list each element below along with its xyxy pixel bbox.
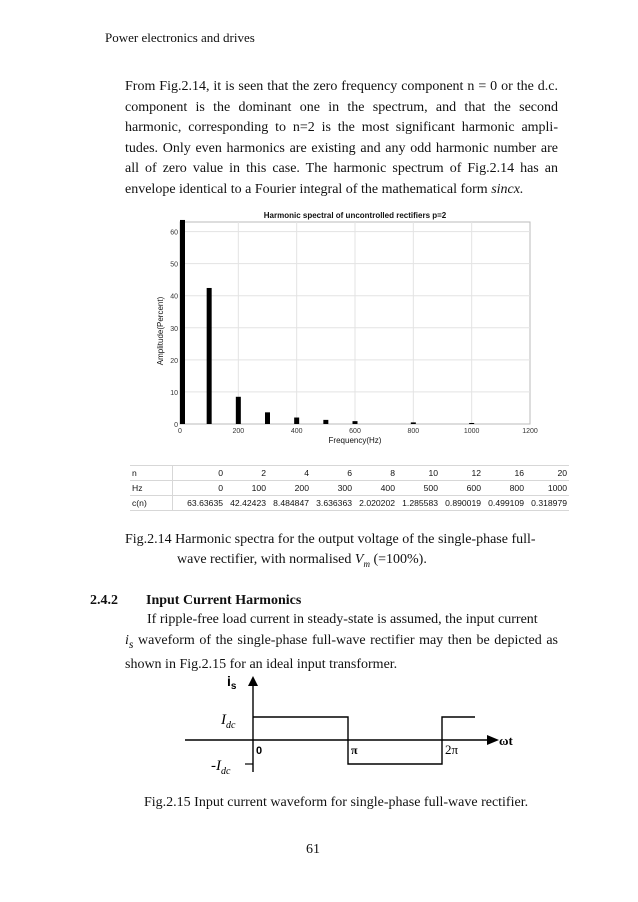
table-cell: 0.318979	[526, 496, 569, 511]
chart-bar	[294, 418, 299, 424]
y-tick-label: 20	[170, 357, 178, 365]
waveform-x-label: ωt	[499, 733, 513, 748]
chart-bar	[236, 397, 241, 424]
table-cell: 10	[397, 466, 440, 481]
x-tick-label: 600	[349, 428, 361, 435]
chart-title: Harmonic spectral of uncontrolled rectifiers p=2	[263, 211, 447, 220]
table-row	[130, 481, 569, 496]
table-cell: 0.890019	[440, 496, 483, 511]
chart-bar	[411, 422, 416, 424]
running-head: Power electronics and drives	[105, 30, 255, 45]
chart-bar	[265, 412, 270, 424]
y-tick-label: 0	[174, 422, 178, 429]
table-cell: 800	[483, 481, 526, 496]
table-cell: 0	[173, 481, 226, 496]
x-tick-label: 1000	[463, 428, 480, 435]
table-row-label: Hz	[130, 481, 173, 496]
caption-fig-2-14-line2: wave rectifier, with normalised $V_m$ (=100%).	[177, 552, 427, 569]
y-tick-label: 10	[170, 389, 178, 397]
x-tick-label: 200	[232, 428, 245, 435]
table-cell: 42.42423	[225, 496, 268, 511]
table-cell: 63.63635	[173, 496, 226, 511]
table-cell: 3.636363	[311, 496, 354, 511]
waveform-pos-level-label: $I_{dc}$	[221, 712, 236, 731]
section-heading	[90, 593, 301, 609]
section-number: 2.4.2	[90, 593, 118, 608]
table-cell: 200	[268, 481, 311, 496]
x-tick-label: 1200	[522, 428, 538, 435]
y-tick-label: 50	[170, 261, 178, 269]
x-tick-label: 400	[290, 428, 303, 435]
table-cell: 0	[173, 466, 226, 481]
table-cell: 16	[483, 466, 526, 481]
paragraph-2-rest: $i_s$ waveform of the single-phase full-wave rectifier may then be depicted as shown in Fig.2.15 for an ideal input transformer.	[125, 632, 558, 672]
chart-bar	[180, 220, 185, 424]
paragraph-2-line1: If ripple-free load current in steady-state is assumed, the input current	[147, 612, 538, 627]
paragraph-2	[125, 610, 558, 676]
waveform-y-arrow	[248, 676, 258, 686]
waveform-tick-2pi: 2π	[445, 742, 459, 757]
y-tick-label: 60	[170, 229, 178, 237]
y-tick-label: 40	[170, 293, 178, 301]
table-cell: 4	[268, 466, 311, 481]
table-row	[130, 496, 569, 511]
paragraph-1-text: From Fig.2.14, it is seen that the zero frequency component n = 0 or the d.c. component is the dominant one in the spectrum, and that the second harmonic, corresponding to n=2 is the most significant harmonic ampli-tudes. Only even harmonics are existing and any odd harmonic number are all of zero value in this case. The harmonic spectrum of Fig.2.14 has an envelope identical to a Fourier integral of the mathematical form	[125, 79, 558, 197]
paragraph-1-emphasis: sincx.	[491, 181, 524, 197]
table-cell: 0.499109	[483, 496, 526, 511]
table-cell: 2.020202	[354, 496, 397, 511]
caption-fig-2-15: Fig.2.15 Input current waveform for single-phase full-wave rectifier.	[144, 795, 529, 810]
waveform-neg-level-label: $-I_{dc}$	[211, 758, 231, 777]
table-cell: 600	[440, 481, 483, 496]
chart-bar	[323, 420, 328, 424]
y-tick-label: 30	[170, 325, 178, 333]
table-cell: 300	[311, 481, 354, 496]
table-cell: 20	[526, 466, 569, 481]
page-number: 61	[306, 842, 320, 857]
waveform-x-arrow	[487, 735, 499, 745]
section-title: Input Current Harmonics	[146, 593, 302, 608]
table-row-label: n	[130, 466, 173, 481]
table-cell: 1000	[526, 481, 569, 496]
x-tick-label: 800	[407, 428, 420, 435]
x-tick-label: 0	[178, 428, 182, 435]
x-axis-label: Frequency(Hz)	[328, 436, 382, 445]
table-cell: 12	[440, 466, 483, 481]
table-cell: 1.285583	[397, 496, 440, 511]
table-cell: 400	[354, 481, 397, 496]
waveform-y-label: $i_s$	[227, 673, 237, 692]
caption-fig-2-14-line1: Fig.2.14 Harmonic spectra for the output voltage of the single-phase full-	[125, 532, 536, 547]
table-cell: 2	[225, 466, 268, 481]
harmonic-table	[130, 465, 569, 511]
table-cell: 500	[397, 481, 440, 496]
chart-bar	[353, 421, 358, 424]
table-row	[130, 466, 569, 481]
y-axis-label: Amplitude(Percent)	[156, 296, 165, 366]
chart-bar	[469, 423, 474, 424]
waveform-tick-zero: 0	[256, 745, 263, 757]
waveform-tick-pi: π	[351, 743, 358, 757]
table-row-label: c(n)	[130, 496, 173, 511]
caption-fig-2-14	[125, 530, 565, 574]
table-cell: 8	[354, 466, 397, 481]
table-cell: 8.484847	[268, 496, 311, 511]
table-cell: 100	[225, 481, 268, 496]
table-cell: 6	[311, 466, 354, 481]
input-current-waveform	[185, 672, 520, 782]
chart-bar	[207, 288, 212, 424]
